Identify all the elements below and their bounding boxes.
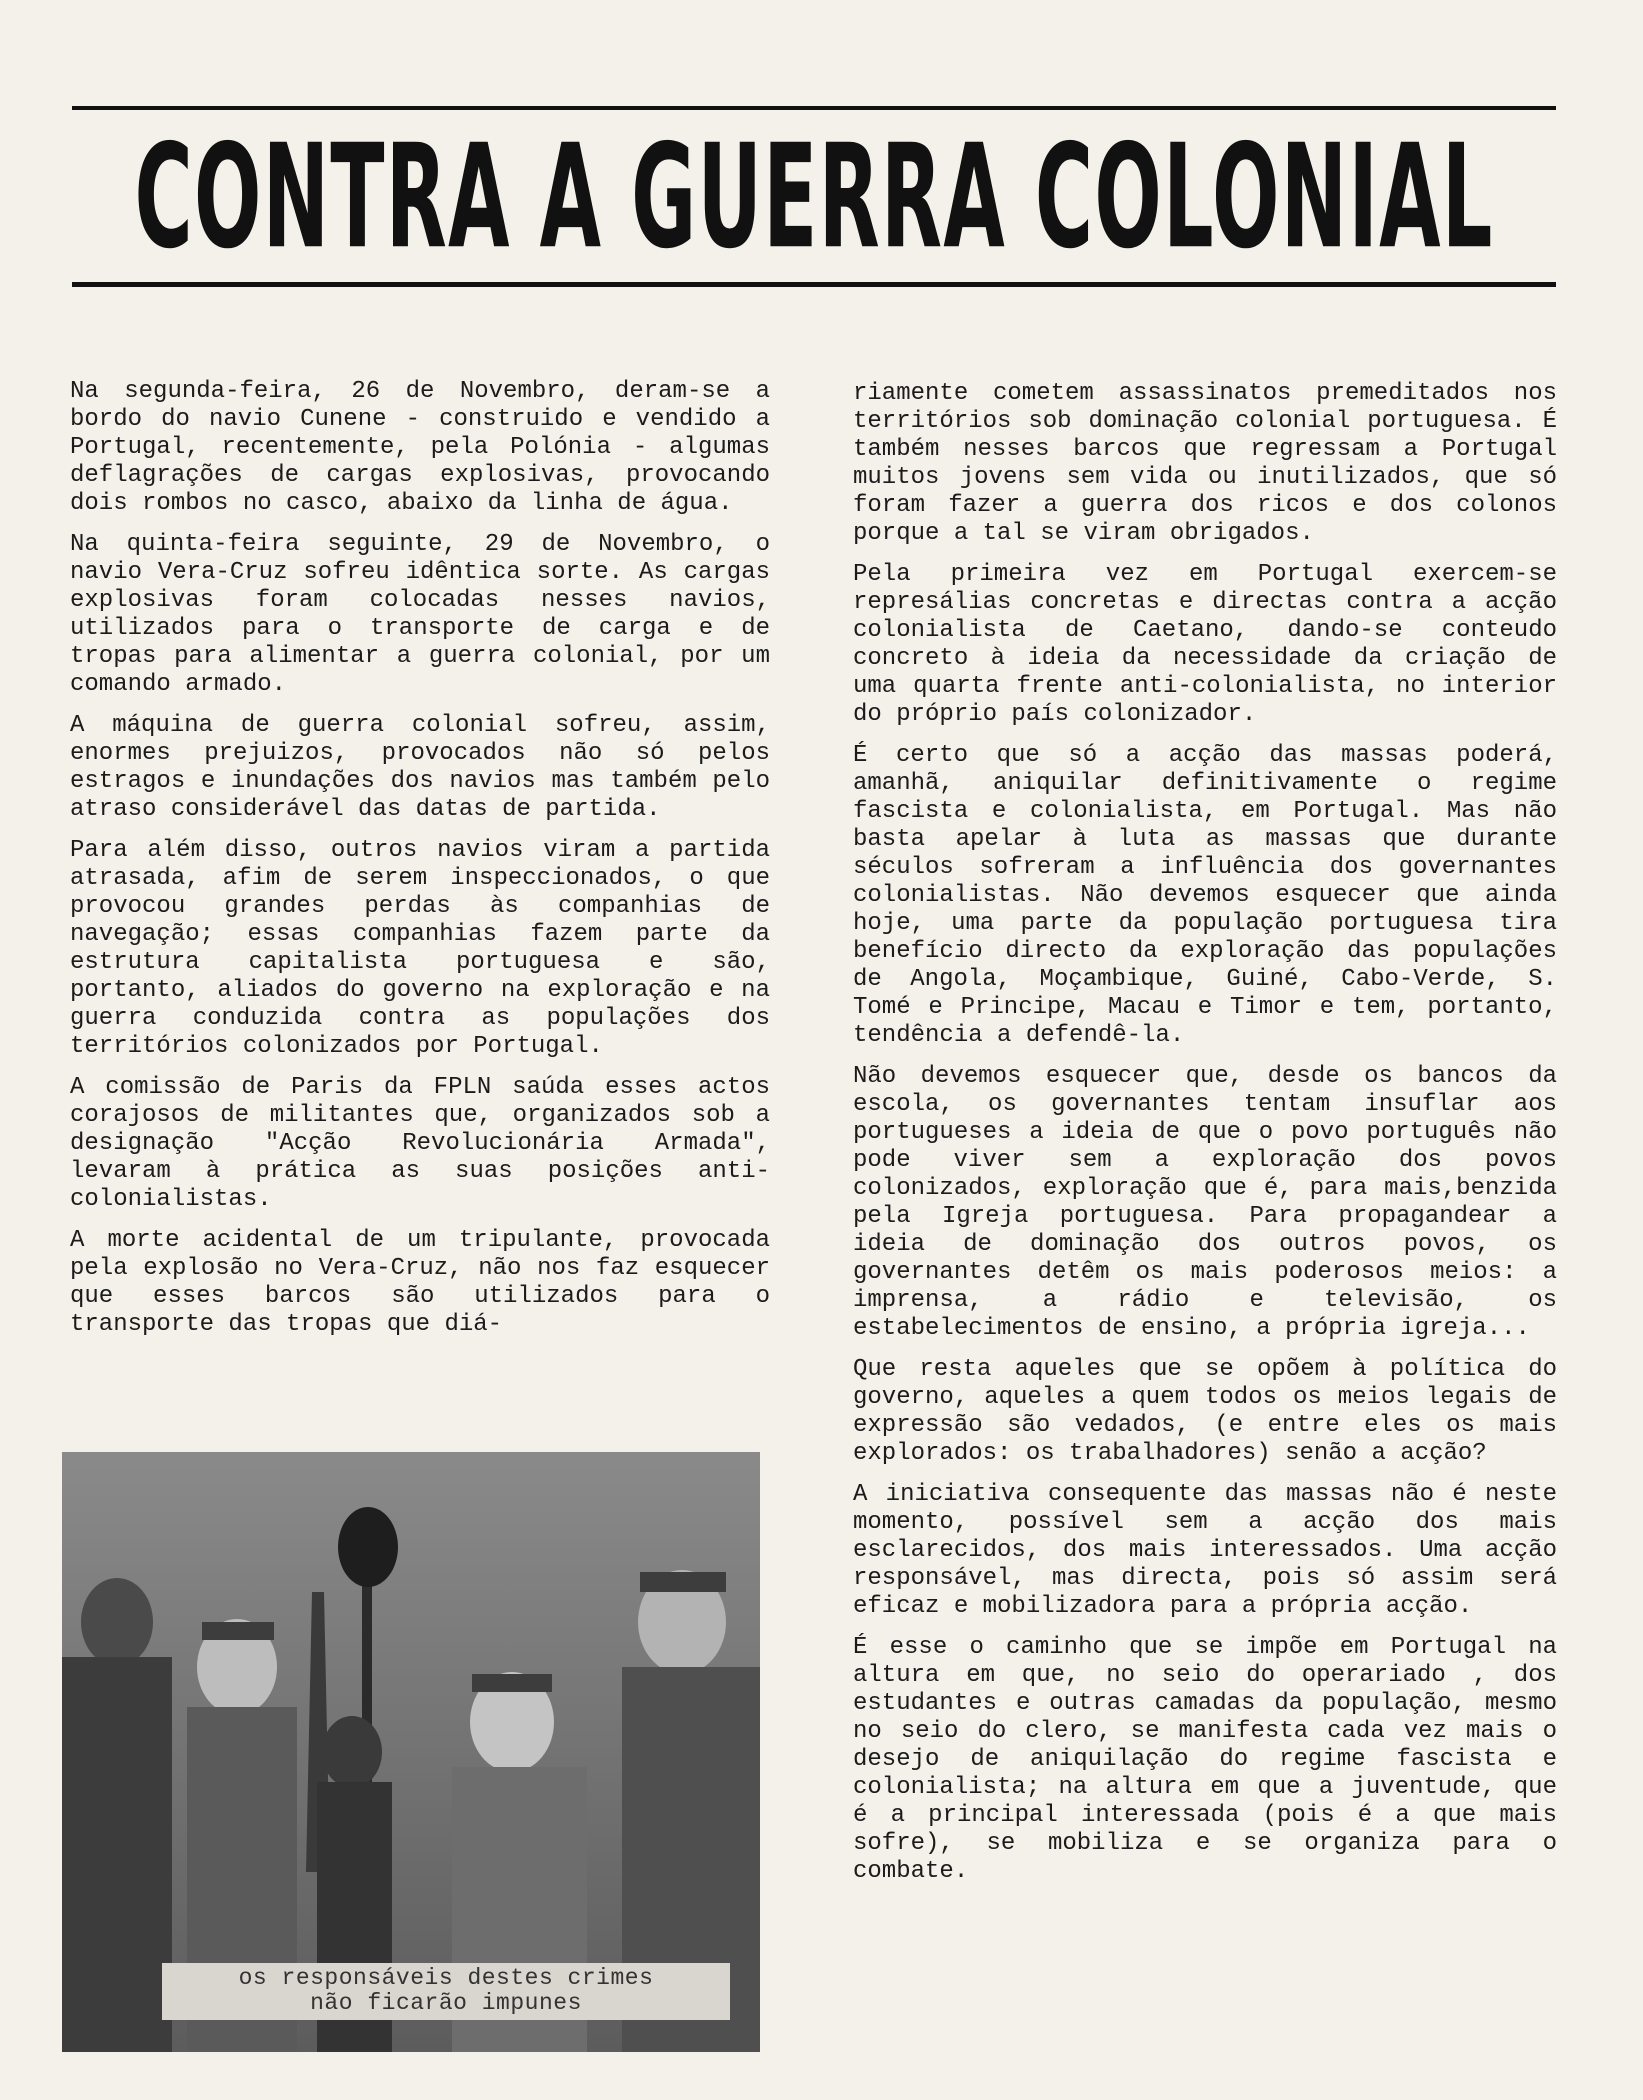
soldiers-photo — [62, 1452, 760, 2052]
paragraph: A iniciativa consequente das massas não é neste momento, possível sem a acção dos mais esclarecidos, dos mais interessados. Uma acção responsável, mas directa, pois só assim será eficaz e mobilizadora para a própria acção. — [853, 1481, 1557, 1620]
paragraph: Para além disso, outros navios viram a partida atrasada, afim de serem inspeccionados, o que provocou grandes perdas às companhias de navegação; essas companhias fazem parte da estrutura capitalista portuguesa e são, portanto, aliados do governo na exploração e na guerra conduzida contra as populações dos territórios colonizados por Portugal. — [70, 837, 770, 1060]
photo-illustration — [62, 1452, 760, 2052]
paragraph: É certo que só a acção das massas poderá, amanhã, aniquilar definitivamente o regime fascista e colonialista, em Portugal. Mas não basta apelar à luta as massas que durante séculos sofreram a influência dos governantes colonialistas. Não devemos esquecer que ainda hoje, uma parte da população portuguesa tira benefício directo da exploração das populações de Angola, Moçambique, Guiné, Cabo-Verde, S. Tomé e Principe, Macau e Timor e tem, portanto, tendência a defendê-la. — [853, 742, 1557, 1049]
left-column — [70, 378, 770, 1352]
paragraph: riamente cometem assassinatos premeditados nos territórios sob dominação colonial portuguesa. É também nesses barcos que regressam a Portugal muitos jovens sem vida ou inutilizados, que só foram fazer a guerra dos ricos e dos colonos porque a tal se viram obrigados. — [853, 380, 1557, 547]
paragraph: Não devemos esquecer que, desde os bancos da escola, os governantes tentam insuflar aos portugueses a ideia de que o povo português não pode viver sem a exploração dos povos colonizados, exploração que é, para mais,benzida pela Igreja portuguesa. Para propagandear a ideia de dominação dos outros povos, os governantes detêm os mais poderosos meios: a imprensa, a rádio e televisão, os estabelecimentos de ensino, a própria igreja... — [853, 1063, 1557, 1342]
right-column — [853, 380, 1557, 1899]
headline: CONTRA A GUERRA COLONIAL — [134, 113, 1494, 281]
paragraph: A comissão de Paris da FPLN saúda esses actos corajosos de militantes que, organizados sob a designação "Acção Revolucionária Armada", levaram à prática as suas posições anti-colonialistas. — [70, 1074, 770, 1213]
caption-line: não ficarão impunes — [310, 1990, 582, 2016]
paragraph: É esse o caminho que se impõe em Portugal na altura em que, no seio do operariado , dos estudantes e outras camadas da população, mesmo no seio do clero, se manifesta cada vez mais o desejo de aniquilação do regime fascista e colonialista; na altura em que a juventude, que é a principal interessada (pois é a que mais sofre), se mobiliza e se organiza para o combate. — [853, 1634, 1557, 1885]
caption-line: os responsáveis destes crimes — [238, 1965, 654, 1991]
paragraph: Na quinta-feira seguinte, 29 de Novembro, o navio Vera-Cruz sofreu idêntica sorte. As cargas explosivas foram colocadas nesses navios, utilizados para o transporte de carga e de tropas para alimentar a guerra colonial, por um comando armado. — [70, 531, 770, 698]
headline-bottom-rule — [72, 282, 1556, 287]
photo-caption — [162, 1963, 730, 2020]
headline-banner — [72, 114, 1556, 280]
headline-top-rule — [72, 106, 1556, 110]
paragraph: A máquina de guerra colonial sofreu, assim, enormes prejuizos, provocados não só pelos estragos e inundações dos navios mas também pelo atraso considerável das datas de partida. — [70, 712, 770, 823]
paragraph: Que resta aqueles que se opõem à política do governo, aqueles a quem todos os meios legais de expressão são vedados, (e entre eles os mais explorados: os trabalhadores) senão a acção? — [853, 1356, 1557, 1467]
paragraph: A morte acidental de um tripulante, provocada pela explosão no Vera-Cruz, não nos faz esquecer que esses barcos são utilizados para o transporte das tropas que diá- — [70, 1227, 770, 1338]
paragraph: Na segunda-feira, 26 de Novembro, deram-se a bordo do navio Cunene - construido e vendido a Portugal, recentemente, pela Polónia - algumas deflagrações de cargas explosivas, provocando dois rombos no casco, abaixo da linha de água. — [70, 378, 770, 517]
paragraph: Pela primeira vez em Portugal exercem-se represálias concretas e directas contra a acção colonialista de Caetano, dando-se conteudo concreto à ideia da necessidade da criação de uma quarta frente anti-colonialista, no interior do próprio país colonizador. — [853, 561, 1557, 728]
